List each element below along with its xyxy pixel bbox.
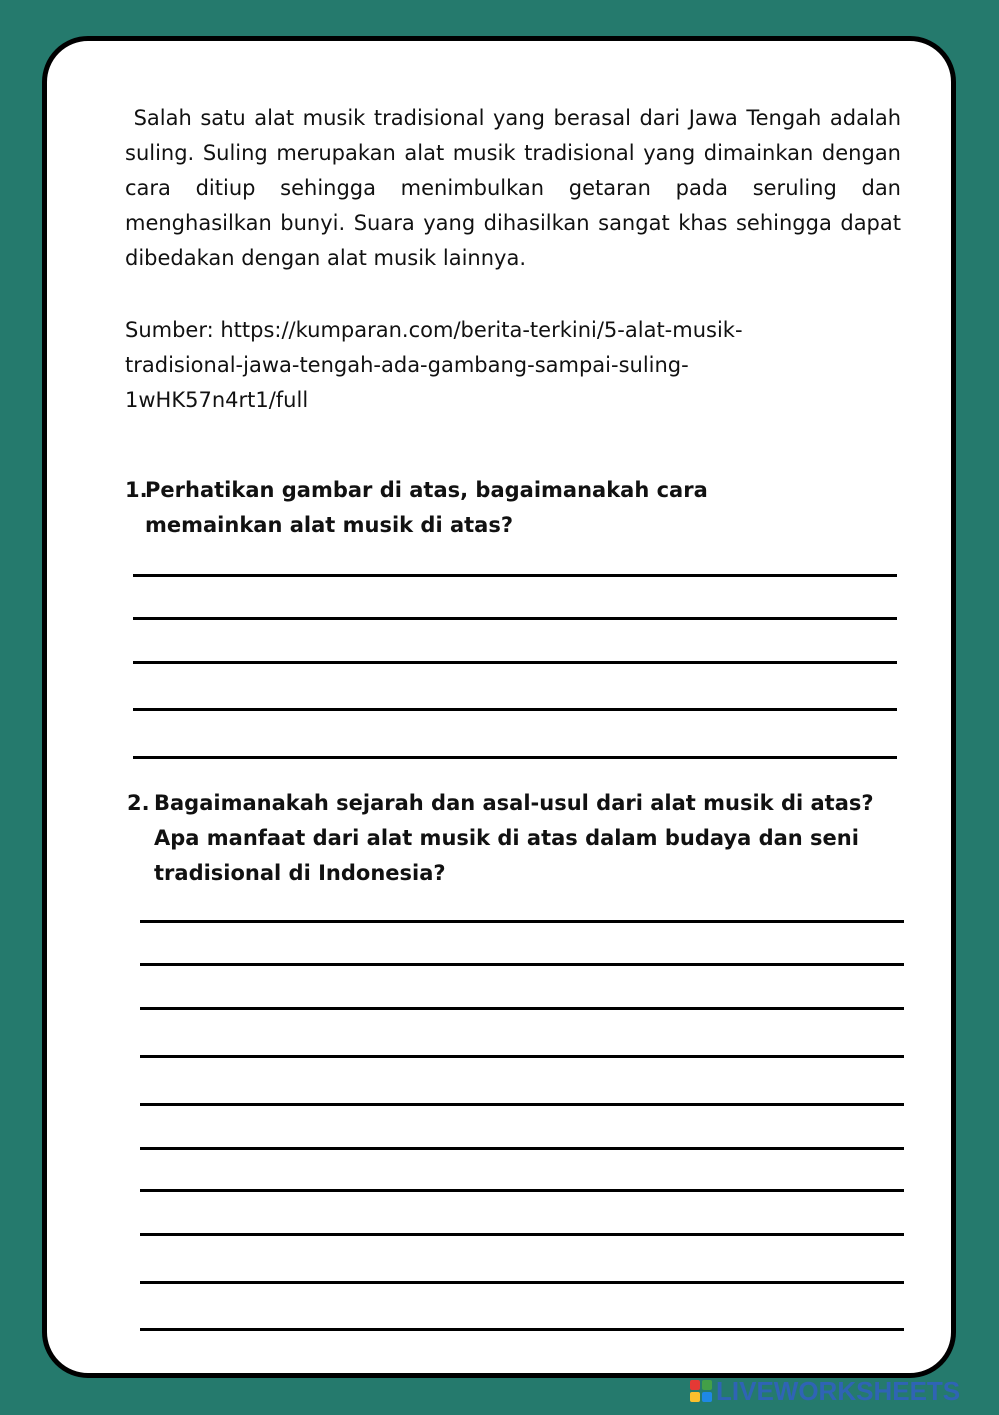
answer-line[interactable] <box>133 617 897 620</box>
liveworksheets-logo-icon <box>690 1380 712 1402</box>
answer-line[interactable] <box>140 1189 904 1192</box>
logo-square-green <box>702 1380 712 1390</box>
answer-line[interactable] <box>133 708 897 711</box>
worksheet-card <box>42 36 956 1378</box>
question-2-number: 2. <box>127 791 150 815</box>
liveworksheets-logo-text: LIVEWORKSHEETS <box>716 1375 961 1406</box>
answer-line[interactable] <box>140 1281 904 1284</box>
answer-line[interactable] <box>140 963 904 966</box>
logo-square-yellow <box>690 1392 700 1402</box>
answer-line[interactable] <box>133 574 897 577</box>
question-2 <box>127 786 887 891</box>
answer-line[interactable] <box>140 1055 904 1058</box>
answer-line[interactable] <box>140 920 904 923</box>
answer-line[interactable] <box>140 1147 904 1150</box>
answer-line[interactable] <box>133 756 897 759</box>
passage-text: Salah satu alat musik tradisional yang berasal dari Jawa Tengah adalah suling. Suling merupakan alat musik tradisional yang dimainkan dengan cara ditiup sehingga menimbulkan getaran pada seruling dan menghasilkan bunyi. Suara yang dihasilkan sangat khas sehingga dapat dibedakan dengan alat musik lainnya. <box>125 106 908 270</box>
logo-square-blue <box>702 1392 712 1402</box>
question-1-number: 1. <box>125 478 148 502</box>
logo-square-red <box>690 1380 700 1390</box>
answer-line[interactable] <box>140 1103 904 1106</box>
answer-line[interactable] <box>140 1233 904 1236</box>
liveworksheets-logo <box>690 1375 961 1406</box>
question-2-text: Bagaimanakah sejarah dan asal-usul dari alat musik di atas? Apa manfaat dari alat musik di atas dalam budaya dan seni tradisional di Indonesia? <box>154 791 874 885</box>
answer-line[interactable] <box>140 1328 904 1331</box>
answer-line[interactable] <box>133 661 897 664</box>
answer-line[interactable] <box>140 1007 904 1010</box>
question-1 <box>125 473 845 543</box>
question-1-text: Perhatikan gambar di atas, bagaimanakah cara memainkan alat musik di atas? <box>145 478 708 537</box>
source-citation: Sumber: https://kumparan.com/berita-terkini/5-alat-musik-tradisional-jawa-tengah-ada-gambang-sampai-suling-1wHK57n4rt1/full <box>125 318 743 412</box>
